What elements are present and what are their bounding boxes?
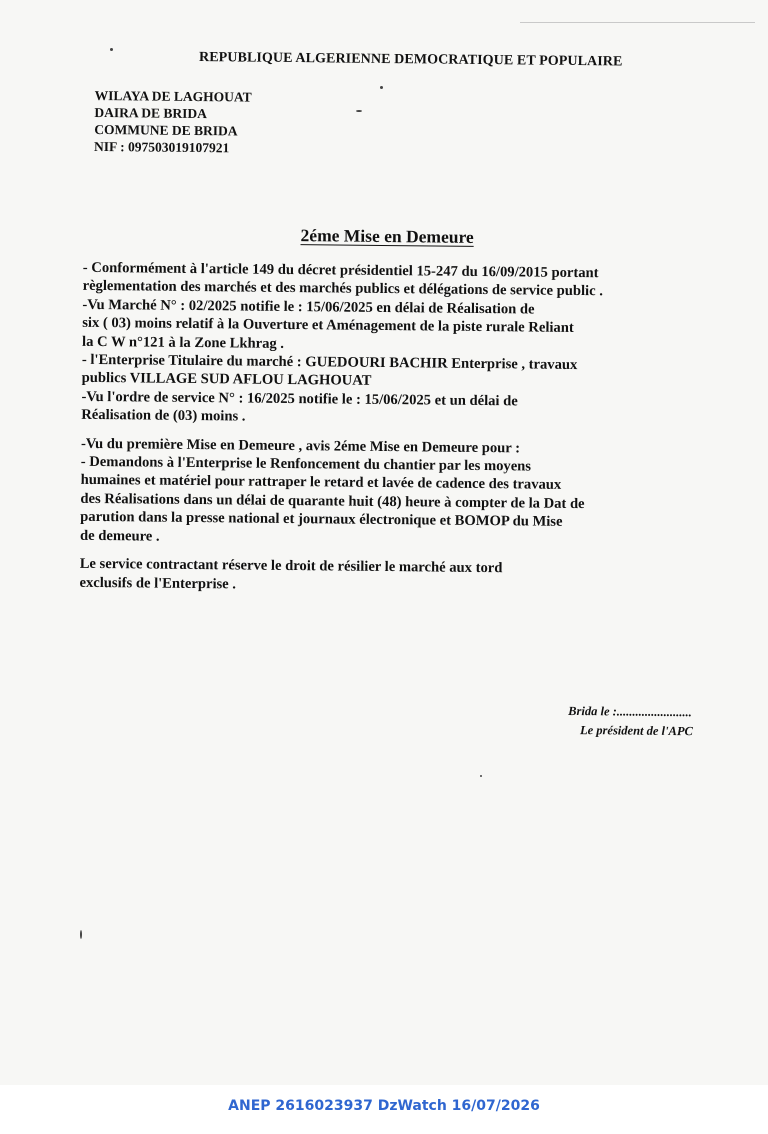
body-line: - Conformément à l'article 149 du décret présidentiel 15-247 du 16/09/2015 portant <box>82 259 599 282</box>
republic-heading: REPUBLIQUE ALGERIENNE DEMOCRATIQUE ET POPULAIRE <box>198 50 623 70</box>
body-line: -Vu l'ordre de service N° : 16/2025 notifie le : 15/06/2025 et un délai de <box>81 388 518 410</box>
administration-block <box>94 87 252 157</box>
document-title: 2éme Mise en Demeure <box>300 225 474 247</box>
body-line: -Vu du première Mise en Demeure , avis 2éme Mise en Demeure pour : <box>80 435 521 457</box>
body-line: -Vu Marché N° : 02/2025 notifie le : 15/06/2025 en délai de Réalisation de <box>82 296 535 318</box>
body-line: des Réalisations dans un délai de quarante huit (48) heure à compter de la Dat de <box>80 490 585 512</box>
body-line: règlementation des marchés et des marchés publics et délégations de service public . <box>82 278 604 300</box>
place-date-line: Brida le :........................ <box>568 703 692 720</box>
signatory-line: Le président de l'APC <box>579 723 693 739</box>
body-line: Réalisation de (03) moins . <box>81 407 246 425</box>
publication-reference: ANEP 2616023937 DzWatch 16/07/2026 <box>228 1098 540 1114</box>
commune-line: COMMUNE DE BRIDA <box>94 121 238 139</box>
body-line: la C W n°121 à la Zone Lkhrag . <box>81 333 285 352</box>
body-line: - l'Enterprise Titulaire du marché : GUEDOURI BACHIR Enterprise , travaux <box>81 351 578 374</box>
document-body <box>79 259 696 598</box>
body-line: humaines et matériel pour rattraper le retard et lavée de cadence des travaux <box>80 472 562 494</box>
body-line: Le service contractant réserve le droit de résilier le marché aux tord <box>79 555 503 577</box>
nif-line: NIF : 097503019107921 <box>94 138 230 156</box>
signature-block <box>568 702 693 741</box>
body-line: exclusifs de l'Enterprise . <box>79 574 237 592</box>
body-line: publics VILLAGE SUD AFLOU LAGHOUAT <box>81 370 372 390</box>
body-line: parution dans la presse national et journaux électronique et BOMOP du Mise <box>80 509 563 531</box>
body-line: - Demandons à l'Enterprise le Renfoncement du chantier par les moyens <box>80 453 532 475</box>
body-line: six ( 03) moins relatif à la Ouverture et Aménagement de la piste rurale Reliant <box>82 315 574 337</box>
body-line: de demeure . <box>79 527 160 545</box>
daira-line: DAIRA DE BRIDA <box>94 104 208 122</box>
wilaya-line: WILAYA DE LAGHOUAT <box>94 87 252 105</box>
